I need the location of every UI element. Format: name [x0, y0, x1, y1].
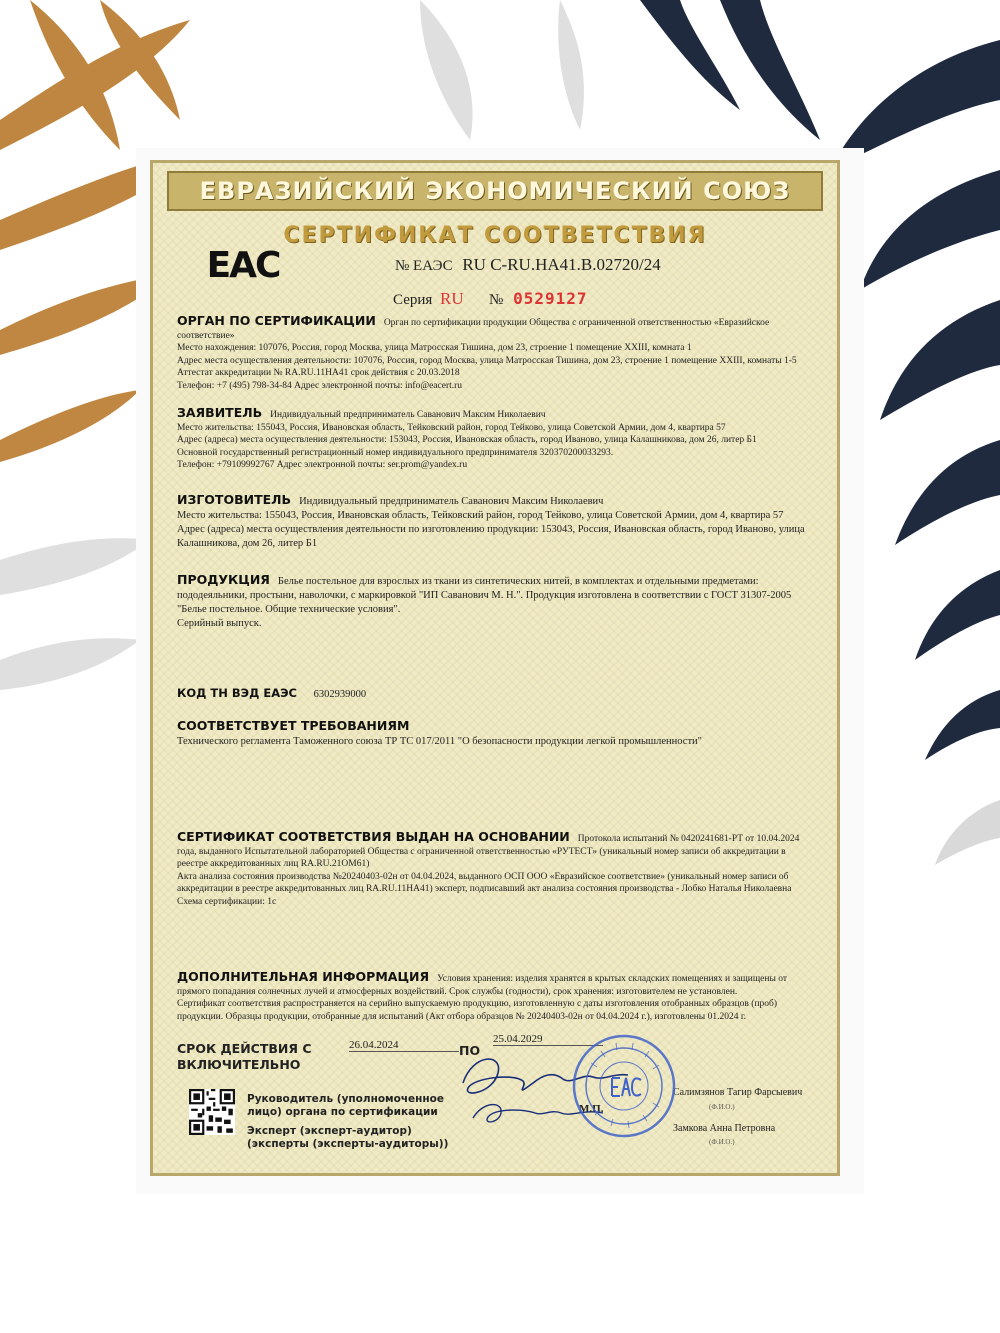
applicant-contacts: Телефон: +79109992767 Адрес электронной почты: ser.prom@yandex.ru — [177, 460, 468, 470]
certification-body-location: Место нахождения: 107076, Россия, город Москва, улица Матросская Тишина, дом 23, строение 1 помещение XXIII, комната 1 — [177, 343, 692, 353]
validity-heading — [177, 1041, 312, 1073]
registration-number — [395, 255, 661, 275]
manufacturer-address: Адрес (адреса) места осуществления деятельности по изготовлению продукции: 153043, Россия, Ивановская область, город Иваново, улица Калашникова, дом 26, литер Б1 — [177, 524, 805, 549]
certificate-sheet — [150, 160, 840, 1176]
head-name: Салимзянов Тагир Фарсыевич — [673, 1087, 803, 1098]
head-signature-label — [247, 1093, 444, 1119]
manufacturer-section — [177, 493, 817, 551]
eac-logo — [206, 243, 280, 287]
validity-to: 25.04.2029 — [493, 1033, 603, 1046]
product-section — [177, 573, 817, 631]
applicant-name: Индивидуальный предприниматель Саванович Максим Николаевич — [270, 410, 546, 420]
additional-info-scope: Сертификат соответствия распространяется на серийно выпускаемую продукцию, изготовленную с даты изготовления отобранных образцов (проб) продукции. Образцы продукции, отобранные для испытаний (Акт отбора образцов № 20240403-02н от 04.04.2024 г.), изготовлены 01.2024 г. — [177, 999, 778, 1022]
basis-heading: СЕРТИФИКАТ СООТВЕТСТВИЯ ВЫДАН НА ОСНОВАНИИ — [177, 829, 570, 844]
seal-mark-label: М.П. — [579, 1103, 604, 1115]
validity-heading-inclusive: ВКЛЮЧИТЕЛЬНО — [177, 1057, 301, 1072]
conforms-section — [177, 719, 817, 749]
additional-info-section — [177, 971, 817, 1023]
basis-scheme: Схема сертификации: 1с — [177, 896, 277, 907]
additional-info-heading: ДОПОЛНИТЕЛЬНАЯ ИНФОРМАЦИЯ — [177, 969, 430, 984]
expert-label-line1: Эксперт (эксперт-аудитор) — [247, 1125, 412, 1137]
head-label-line2: лицо) органа по сертификации — [247, 1106, 438, 1118]
serial-number-value: 0529127 — [513, 289, 588, 308]
serial-number-label: № — [489, 292, 504, 308]
expert-name: Замкова Анна Петровна — [673, 1123, 776, 1134]
certification-body-name: Орган по сертификации продукции Общества с ограниченной ответственностью «Евразийское соответствие» — [177, 318, 770, 341]
additional-info-storage: Условия хранения: изделия хранятся в крытых складских помещениях и защищены от прямого попадания солнечных лучей и атмосферных воздействий. Срок службы (годности), срок хранения: изготовителем не установлен. — [177, 974, 788, 997]
product-serial-release: Серийный выпуск. — [177, 618, 262, 629]
applicant-section — [177, 407, 817, 472]
manufacturer-residence: Место жительства: 155043, Россия, Ивановская область, Тейковский район, город Тейково, улица Советской Армии, дом 4, квартира 57 — [177, 510, 784, 521]
head-fio-caption: (Ф.И.О.) — [709, 1103, 735, 1111]
series-value: RU — [440, 289, 464, 308]
expert-signature-label — [247, 1125, 448, 1151]
registration-value: RU C-RU.HA41.B.02720/24 — [462, 255, 661, 274]
validity-from: 26.04.2024 — [349, 1039, 459, 1052]
product-heading: ПРОДУКЦИЯ — [177, 572, 270, 587]
validity-to-label: ПО — [459, 1043, 481, 1058]
basis-section — [177, 831, 817, 908]
tnved-section — [177, 687, 817, 702]
certification-body-contacts: Телефон: +7 (495) 798-34-84 Адрес электронной почты: info@eacert.ru — [177, 380, 463, 391]
series-label: Серия — [393, 292, 433, 308]
expert-fio-caption: (Ф.И.О.) — [709, 1138, 735, 1146]
eac-logo-text: EAC — [206, 244, 280, 286]
series — [393, 289, 464, 309]
union-header: ЕВРАЗИЙСКИЙ ЭКОНОМИЧЕСКИЙ СОЮЗ — [199, 177, 791, 205]
applicant-address: Адрес (адреса) места осуществления деятельности: 153043, Россия, Ивановская область, город Иваново, улица Калашникова, дом 26, литер Б1 — [177, 435, 757, 445]
certification-body-section — [177, 315, 817, 392]
applicant-residence: Место жительства: 155043, Россия, Ивановская область, Тейковский район, город Тейково, улица Советской Армии, дом 4, квартира 57 — [177, 422, 726, 433]
registration-label: № ЕАЭС — [395, 258, 453, 274]
applicant-heading: ЗАЯВИТЕЛЬ — [177, 405, 263, 420]
expert-label-line2: (эксперты (эксперты-аудиторы)) — [247, 1138, 449, 1150]
round-stamp — [571, 1033, 677, 1139]
basis-test-protocol: Протокола испытаний № 0420241681-РТ от 10.04.2024 года, выданного Испытательной лабораторией Общества с ограниченной ответственностью «РУТЕСТ» (уникальный номер записи об аккредитации в реестре аккредитованных лиц RA.RU.21OM61) — [177, 834, 800, 869]
head-label-line1: Руководитель (уполномоченное — [247, 1093, 445, 1105]
certification-body-heading: ОРГАН ПО СЕРТИФИКАЦИИ — [177, 313, 376, 328]
manufacturer-heading: ИЗГОТОВИТЕЛЬ — [177, 492, 292, 507]
manufacturer-name: Индивидуальный предприниматель Саванович Максим Николаевич — [299, 496, 604, 507]
tnved-heading: КОД ТН ВЭД ЕАЭС — [177, 686, 297, 700]
basis-production-analysis: Акта анализа состояния производства №20240403-02н от 04.04.2024, выданного ОСП ООО «Евразийское соответствие» (уникальный номер записи об аккредитации в реестре аккредитованных лиц RA.RU.11HA41) эксперт, подписавший акт анализа состояния производства - Лобко Наталья Николаевна — [177, 871, 792, 894]
qr-code — [189, 1089, 235, 1135]
certification-body-accreditation: Аттестат аккредитации № RA.RU.11HA41 срок действия с 20.03.2018 — [177, 368, 460, 378]
certificate-title: СЕРТИФИКАТ СООТВЕТСТВИЯ — [283, 223, 707, 248]
serial-number — [489, 289, 588, 309]
tnved-value: 6302939000 — [313, 689, 367, 700]
applicant-ogrnip: Основной государственный регистрационный номер индивидуального предпринимателя 320370200033293. — [177, 447, 614, 458]
conforms-heading: СООТВЕТСТВУЕТ ТРЕБОВАНИЯМ — [177, 718, 410, 733]
certification-body-address: Адрес места осуществления деятельности: 107076, Россия, город Москва, улица Матросская Тишина, дом 23, строение 1 помещение XXIII, комнаты 1-5 — [177, 355, 797, 366]
validity-heading-from: СРОК ДЕЙСТВИЯ С — [177, 1041, 312, 1056]
conforms-regulation: Технического регламента Таможенного союза ТР ТС 017/2011 "О безопасности продукции легкой промышленности" — [177, 736, 702, 747]
product-description: Белье постельное для взрослых из ткани из синтетических нитей, в комплектах и отдельными предметами: пододеяльники, простыни, наволочки, с маркировкой "ИП Саванович М. Н.". Продукция изготовлена в соответствии с ГОСТ 31307-2005 "Белье постельное. Общие технические условия". — [177, 576, 792, 615]
union-header-band — [167, 171, 823, 211]
